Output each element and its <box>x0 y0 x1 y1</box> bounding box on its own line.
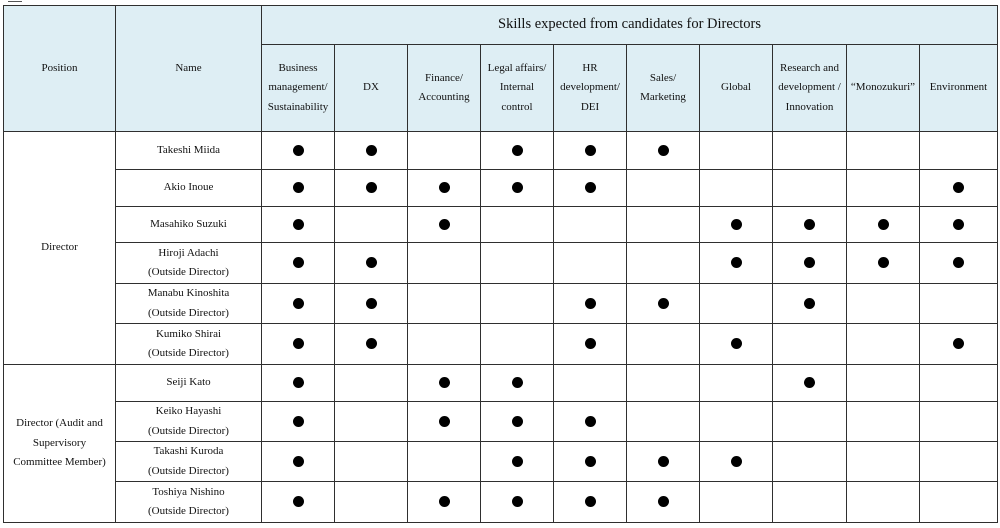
skill-cell <box>627 482 700 523</box>
director-note: (Outside Director) <box>148 505 229 517</box>
skill-header-2: Finance/ Accounting <box>408 45 481 132</box>
skill-mark-icon <box>439 182 450 193</box>
skill-cell <box>335 365 408 402</box>
skill-mark-icon <box>293 182 304 193</box>
skill-cell <box>627 170 700 207</box>
director-name: Akio Inoue <box>163 181 214 194</box>
skill-mark-icon <box>953 182 964 193</box>
skill-mark-icon <box>366 338 377 349</box>
skill-mark-icon <box>878 219 889 230</box>
skill-mark-icon <box>439 219 450 230</box>
position-column-header: Position <box>4 6 116 132</box>
skill-cell <box>700 402 773 442</box>
skill-mark-icon <box>512 496 523 507</box>
skill-mark-icon <box>658 298 669 309</box>
position-cell: Director <box>4 132 116 365</box>
skill-cell <box>627 402 700 442</box>
skill-cell <box>481 207 554 243</box>
skill-cell <box>262 482 335 523</box>
skill-cell <box>847 132 920 170</box>
name-cell <box>116 284 262 324</box>
director-name: Keiko Hayashi <box>155 405 222 417</box>
skill-header-8: “Monozukuri” <box>847 45 920 132</box>
skill-cell <box>554 442 627 482</box>
director-name: Manabu Kinoshita <box>147 287 230 299</box>
skill-cell <box>262 402 335 442</box>
table-row <box>4 324 998 365</box>
skill-cell <box>554 324 627 365</box>
skill-cell <box>920 324 998 365</box>
skill-cell <box>700 442 773 482</box>
skill-mark-icon <box>953 219 964 230</box>
skill-cell <box>408 365 481 402</box>
table-row <box>4 207 998 243</box>
skill-cell <box>408 284 481 324</box>
skill-cell <box>700 482 773 523</box>
skill-cell <box>773 482 847 523</box>
skill-header-1: DX <box>335 45 408 132</box>
skill-mark-icon <box>512 416 523 427</box>
skill-cell <box>408 482 481 523</box>
skill-mark-icon <box>439 377 450 388</box>
skill-cell <box>700 284 773 324</box>
skill-mark-icon <box>293 338 304 349</box>
skill-cell <box>700 365 773 402</box>
name-cell <box>116 243 262 284</box>
skill-cell <box>920 284 998 324</box>
skill-cell <box>847 482 920 523</box>
name-cell <box>116 482 262 523</box>
skill-cell <box>262 132 335 170</box>
skill-cell <box>408 170 481 207</box>
skill-cell <box>335 207 408 243</box>
skill-mark-icon <box>804 257 815 268</box>
director-note: (Outside Director) <box>148 464 229 477</box>
skill-cell <box>262 442 335 482</box>
name-column-header: Name <box>116 6 262 132</box>
skill-mark-icon <box>366 182 377 193</box>
table-row <box>4 243 998 284</box>
skill-cell <box>408 243 481 284</box>
name-cell <box>116 442 262 482</box>
skill-cell <box>773 402 847 442</box>
skill-cell <box>481 442 554 482</box>
skill-header-7: Research and development / Innovation <box>773 45 847 132</box>
skill-cell <box>335 442 408 482</box>
skill-cell <box>627 324 700 365</box>
skill-cell <box>773 243 847 284</box>
table-row <box>4 402 998 442</box>
director-name: Seiji Kato <box>166 376 211 389</box>
skill-header-4: HR development/ DEI <box>554 45 627 132</box>
skill-cell <box>335 170 408 207</box>
skill-cell <box>554 207 627 243</box>
skill-cell <box>408 442 481 482</box>
skill-cell <box>847 284 920 324</box>
skill-cell <box>920 402 998 442</box>
skill-header-6: Global <box>700 45 773 132</box>
table-row <box>4 365 998 402</box>
table-row <box>4 132 998 170</box>
skill-cell <box>481 482 554 523</box>
skill-cell <box>408 324 481 365</box>
skill-cell <box>847 442 920 482</box>
skill-mark-icon <box>293 456 304 467</box>
skill-mark-icon <box>658 496 669 507</box>
skill-cell <box>627 365 700 402</box>
skill-cell <box>920 243 998 284</box>
name-cell <box>116 365 262 402</box>
skill-cell <box>408 132 481 170</box>
skill-header-3: Legal affairs/ Internal control <box>481 45 554 132</box>
skill-cell <box>773 132 847 170</box>
skill-mark-icon <box>293 219 304 230</box>
skill-cell <box>335 132 408 170</box>
skill-cell <box>335 324 408 365</box>
skill-cell <box>554 132 627 170</box>
skill-cell <box>627 442 700 482</box>
skill-mark-icon <box>512 377 523 388</box>
skill-mark-icon <box>804 298 815 309</box>
skill-cell <box>627 207 700 243</box>
director-note: (Outside Director) <box>148 266 229 278</box>
skill-cell <box>847 170 920 207</box>
matrix-body <box>4 132 998 523</box>
skill-mark-icon <box>731 257 742 268</box>
skill-cell <box>773 324 847 365</box>
skill-mark-icon <box>953 257 964 268</box>
skill-cell <box>262 365 335 402</box>
skill-cell <box>627 243 700 284</box>
skill-cell <box>773 442 847 482</box>
skill-mark-icon <box>439 496 450 507</box>
position-cell: Director (Audit and Supervisory Committee Member) <box>4 365 116 523</box>
skill-cell <box>554 170 627 207</box>
skill-mark-icon <box>585 145 596 156</box>
skill-cell <box>773 365 847 402</box>
skill-header-0: Business management/ Sustainability <box>262 45 335 132</box>
skill-cell <box>408 207 481 243</box>
skill-mark-icon <box>512 145 523 156</box>
skill-cell <box>554 243 627 284</box>
skill-cell <box>335 402 408 442</box>
skill-cell <box>481 324 554 365</box>
skill-cell <box>262 324 335 365</box>
skill-mark-icon <box>366 298 377 309</box>
skill-mark-icon <box>731 219 742 230</box>
cropped-text-fragment <box>8 0 22 2</box>
skill-cell <box>408 402 481 442</box>
director-note: (Outside Director) <box>148 347 229 359</box>
skill-cell <box>847 402 920 442</box>
skill-cell <box>920 207 998 243</box>
director-note: (Outside Director) <box>148 424 229 437</box>
skill-mark-icon <box>293 145 304 156</box>
skill-mark-icon <box>658 145 669 156</box>
skill-cell <box>481 243 554 284</box>
skill-cell <box>920 132 998 170</box>
skill-cell <box>920 442 998 482</box>
skill-cell <box>920 365 998 402</box>
skill-cell <box>627 132 700 170</box>
skill-cell <box>262 170 335 207</box>
skill-cell <box>847 365 920 402</box>
skill-cell <box>262 284 335 324</box>
director-name: Hiroji Adachi <box>158 246 219 259</box>
skill-cell <box>847 207 920 243</box>
director-name: Toshiya Nishino <box>152 485 225 498</box>
skill-cell <box>554 482 627 523</box>
director-name: Kumiko Shirai <box>155 327 222 340</box>
skill-cell <box>481 132 554 170</box>
skill-mark-icon <box>658 456 669 467</box>
skill-mark-icon <box>731 338 742 349</box>
skill-cell <box>481 284 554 324</box>
skill-mark-icon <box>512 182 523 193</box>
skill-cell <box>627 284 700 324</box>
name-cell <box>116 324 262 365</box>
skill-cell <box>773 207 847 243</box>
skill-mark-icon <box>804 219 815 230</box>
table-row <box>4 284 998 324</box>
skill-cell <box>262 243 335 284</box>
skill-mark-icon <box>293 416 304 427</box>
director-name: Takeshi Miida <box>156 143 221 156</box>
skills-title: Skills expected from candidates for Directors <box>262 6 998 45</box>
skill-mark-icon <box>953 338 964 349</box>
skill-mark-icon <box>804 377 815 388</box>
skill-cell <box>335 482 408 523</box>
skill-cell <box>700 324 773 365</box>
table-row <box>4 442 998 482</box>
skill-mark-icon <box>366 145 377 156</box>
skill-cell <box>554 365 627 402</box>
skill-cell <box>335 243 408 284</box>
skill-mark-icon <box>731 456 742 467</box>
director-name: Takashi Kuroda <box>153 445 224 457</box>
skill-cell <box>920 170 998 207</box>
skill-mark-icon <box>585 496 596 507</box>
skill-mark-icon <box>293 377 304 388</box>
skill-cell <box>481 365 554 402</box>
skill-mark-icon <box>439 416 450 427</box>
skill-cell <box>262 207 335 243</box>
skill-mark-icon <box>512 456 523 467</box>
skill-cell <box>554 284 627 324</box>
name-cell <box>116 170 262 207</box>
skill-cell <box>847 243 920 284</box>
skill-cell <box>773 284 847 324</box>
skill-cell <box>554 402 627 442</box>
skill-mark-icon <box>878 257 889 268</box>
skill-mark-icon <box>585 416 596 427</box>
director-skill-matrix <box>3 5 998 523</box>
skill-cell <box>920 482 998 523</box>
skill-mark-icon <box>585 456 596 467</box>
skill-mark-icon <box>585 182 596 193</box>
skill-cell <box>773 170 847 207</box>
name-cell <box>116 132 262 170</box>
skill-cell <box>700 132 773 170</box>
skill-header-9: Environment <box>920 45 998 132</box>
skill-mark-icon <box>366 257 377 268</box>
director-name: Masahiko Suzuki <box>150 217 227 230</box>
name-cell <box>116 207 262 243</box>
skill-cell <box>481 170 554 207</box>
skill-cell <box>700 207 773 243</box>
skill-mark-icon <box>585 298 596 309</box>
director-note: (Outside Director) <box>148 306 229 319</box>
skill-mark-icon <box>585 338 596 349</box>
skill-mark-icon <box>293 298 304 309</box>
name-cell <box>116 402 262 442</box>
skill-mark-icon <box>293 496 304 507</box>
skill-cell <box>700 170 773 207</box>
skill-cell <box>700 243 773 284</box>
skill-cell <box>847 324 920 365</box>
skill-cell <box>481 402 554 442</box>
table-row <box>4 170 998 207</box>
skill-mark-icon <box>293 257 304 268</box>
skill-cell <box>335 284 408 324</box>
table-row <box>4 482 998 523</box>
skill-header-5: Sales/ Marketing <box>627 45 700 132</box>
